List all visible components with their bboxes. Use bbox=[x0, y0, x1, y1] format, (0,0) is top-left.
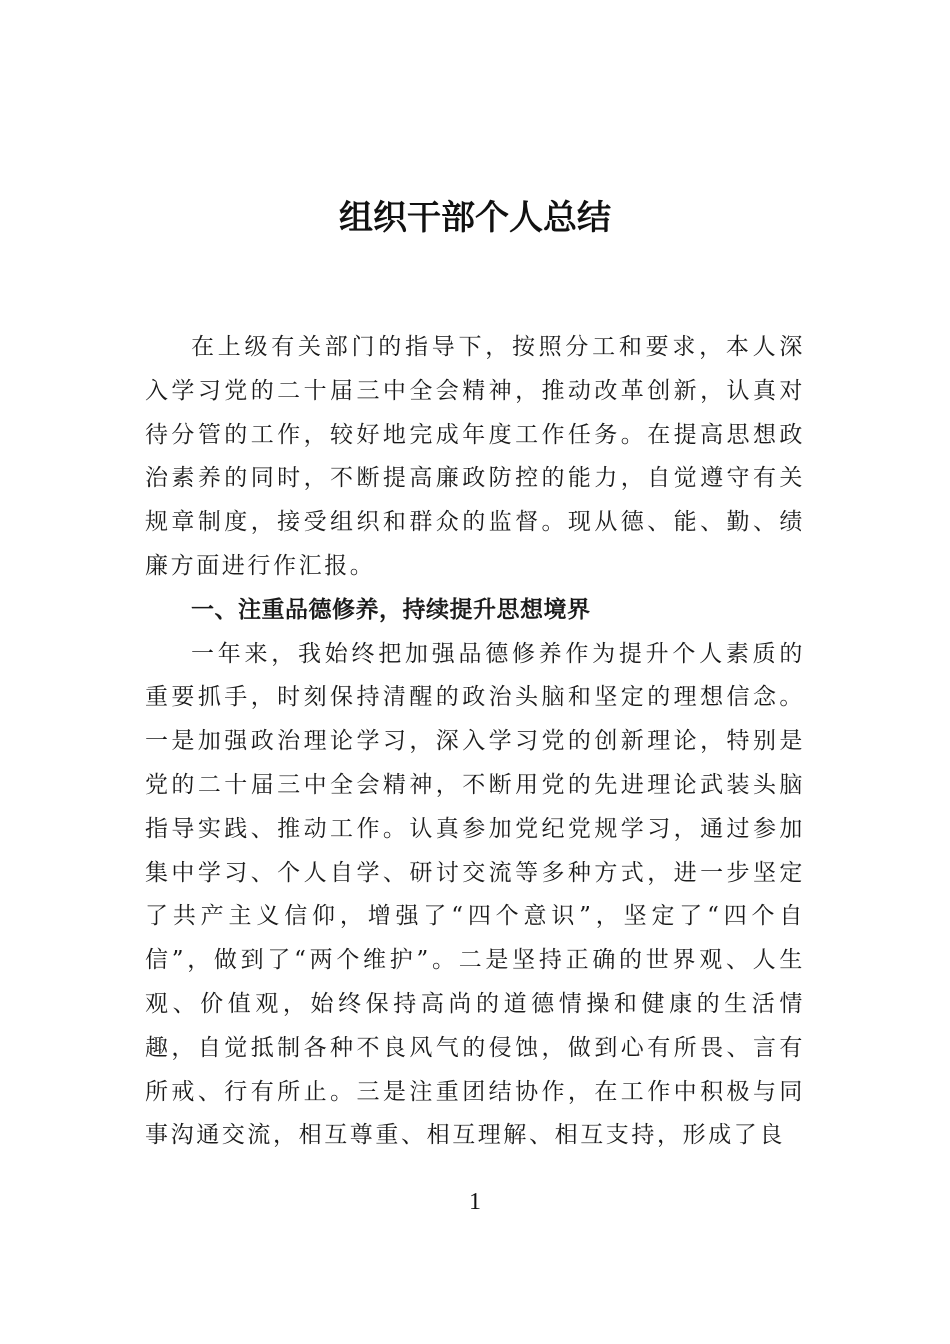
document-title: 组织干部个人总结 bbox=[339, 198, 611, 238]
page-number: 1 bbox=[469, 1189, 481, 1215]
section-paragraph: 一年来，我始终把加强品德修养作为提升个人素质的重要抓手，时刻保持清醒的政治头脑和坚定的理想信念。一是加强政治理论学习，深入学习党的创新理论，特别是党的二十届三中全会精神，不断用党的先进理论武装头脑指导实践、推动工作。认真参加党纪党规学习，通过参加集中学习、个人自学、研讨交流等多种方式，进一步坚定了共产主义信仰，增强了“四个意识”，坚定了“四个自信”，做到了“两个维护”。二是坚持正确的世界观、人生观、价值观，始终保持高尚的道德情操和健康的生活情趣，自觉抵制各种不良风气的侵蚀，做到心有所畏、言有所戒、行有所止。三是注重团结协作，在工作中积极与同事沟通交流，相互尊重、相互理解、相互支持，形成了良 bbox=[145, 640, 805, 1149]
section-heading: 一、注重品德修养，持续提升思想境界 bbox=[191, 596, 591, 623]
intro-paragraph: 在上级有关部门的指导下，按照分工和要求，本人深入学习党的二十届三中全会精神，推动改革创新，认真对待分管的工作，较好地完成年度工作任务。在提高思想政治素养的同时，不断提高廉政防控的能力，自觉遵守有关规章制度，接受组织和群众的监督。现从德、能、勤、绩廉方面进行作汇报。 bbox=[145, 334, 805, 579]
document-body bbox=[145, 326, 805, 1158]
